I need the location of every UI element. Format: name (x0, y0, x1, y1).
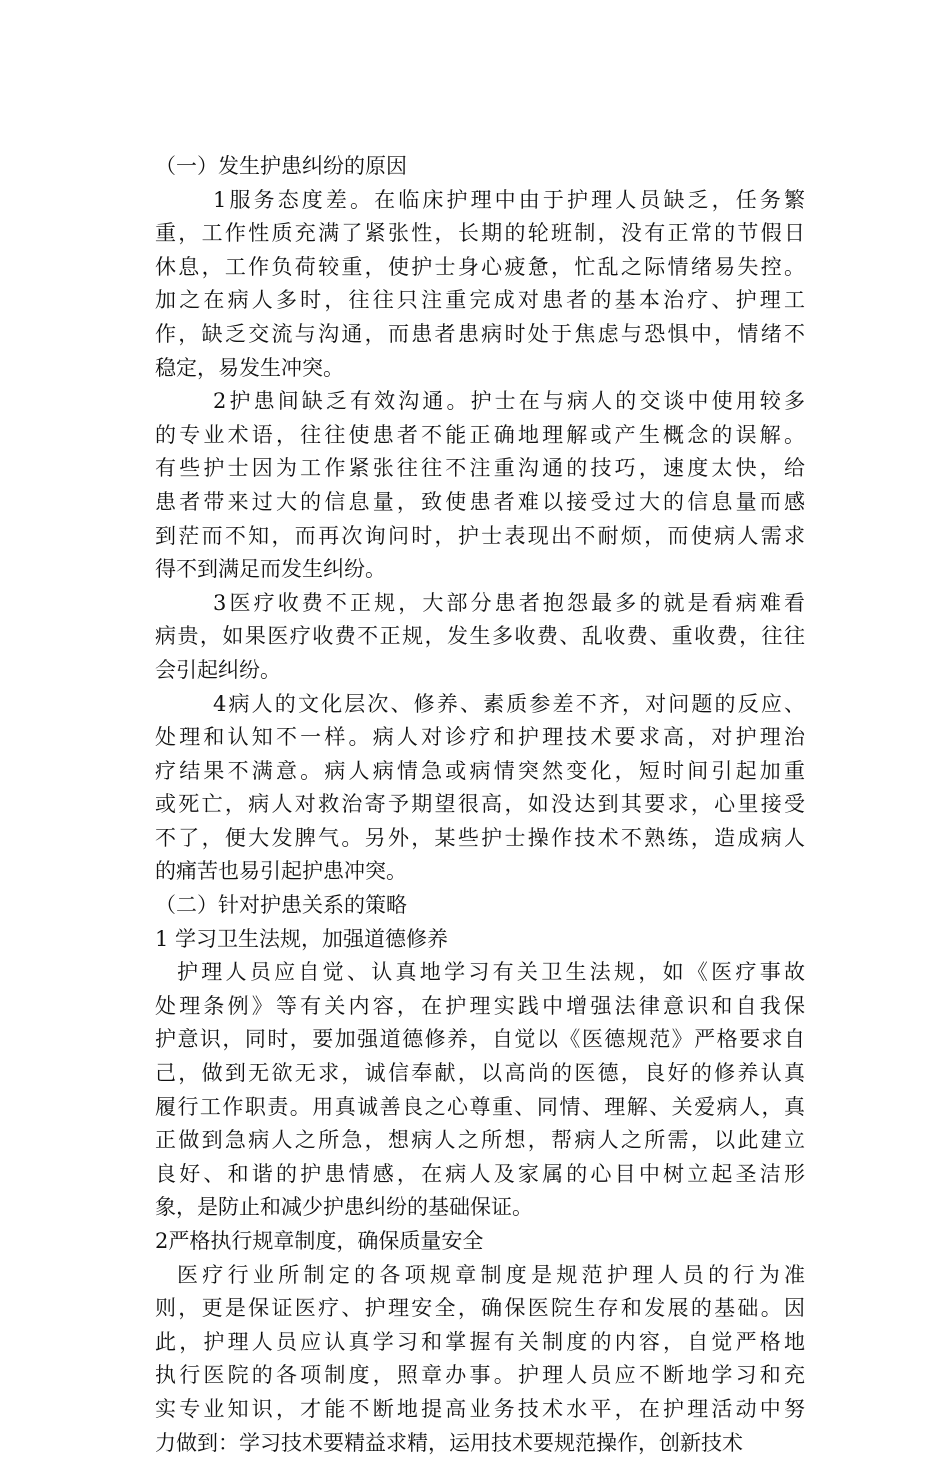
heading-line: （一）发生护患纠纷的原因 (155, 154, 407, 178)
text-line: 执行医院的各项制度，照章办事。护理人员应不断地学习和充 (155, 1363, 805, 1388)
section-heading (155, 923, 805, 957)
paragraph (155, 1259, 805, 1460)
section-heading (155, 150, 805, 184)
heading-line: （二）针对护患关系的策略 (155, 893, 407, 918)
heading-line: 2严格执行规章制度，确保质量安全 (155, 1229, 484, 1253)
text-line: 的痛苦也易引起护患冲突。 (155, 859, 407, 884)
text-line: 4病人的文化层次、修养、素质参差不齐，对问题的反应、 (213, 691, 805, 716)
text-line: 稳定，易发生冲突。 (155, 355, 344, 380)
text-line: 良好、和谐的护患情感，在病人及家属的心目中树立起圣洁形 (155, 1161, 805, 1186)
section-heading (155, 889, 805, 923)
text-line: 则，更是保证医疗、护理安全，确保医院生存和发展的基础。因 (155, 1296, 805, 1321)
text-line: 或死亡，病人对救治寄予期望很高，如没达到其要求，心里接受 (155, 792, 805, 817)
document-body (155, 150, 805, 1460)
text-line: 3医疗收费不正规，大部分患者抱怨最多的就是看病难看 (213, 590, 805, 615)
text-line: 重，工作性质充满了紧张性，长期的轮班制，没有正常的节假日 (155, 221, 805, 246)
text-line: 象，是防止和减少护患纠纷的基础保证。 (155, 1195, 533, 1220)
paragraph (155, 688, 805, 890)
text-line: 疗结果不满意。病人病情急或病情突然变化，短时间引起加重 (155, 758, 805, 783)
text-line: 处理和认知不一样。病人对诊疗和护理技术要求高，对护理治 (155, 725, 805, 750)
text-line: 有些护士因为工作紧张往往不注重沟通的技巧，速度太快，给 (155, 456, 805, 481)
section-heading (155, 1225, 805, 1259)
text-line: 护理人员应自觉、认真地学习有关卫生法规，如《医疗事故 (177, 960, 805, 985)
paragraph (155, 587, 805, 688)
text-line: 休息，工作负荷较重，使护士身心疲惫，忙乱之际情绪易失控。 (155, 254, 805, 279)
text-line: 此，护理人员应认真学习和掌握有关制度的内容，自觉严格地 (155, 1329, 805, 1354)
text-line: 加之在病人多时，往往只注重完成对患者的基本治疗、护理工 (155, 288, 805, 313)
text-line: 的专业术语，往往使患者不能正确地理解或产生概念的误解。 (155, 422, 805, 447)
text-line: 作，缺乏交流与沟通，而患者患病时处于焦虑与恐惧中，情绪不 (155, 321, 805, 346)
text-line: 正做到急病人之所急，想病人之所想，帮病人之所需，以此建立 (155, 1128, 805, 1153)
text-line: 得不到满足而发生纠纷。 (155, 557, 386, 582)
text-line: 履行工作职责。用真诚善良之心尊重、同情、理解、关爱病人，真 (155, 1094, 805, 1119)
text-line: 到茫而不知，而再次询问时，护士表现出不耐烦，而使病人需求 (155, 523, 805, 548)
paragraph (155, 956, 805, 1225)
text-line: 2护患间缺乏有效沟通。护士在与病人的交谈中使用较多 (213, 389, 805, 414)
paragraph (155, 184, 805, 386)
text-line: 不了，便大发脾气。另外，某些护士操作技术不熟练，造成病人 (155, 825, 805, 850)
text-line: 1服务态度差。在临床护理中由于护理人员缺乏，任务繁 (213, 187, 805, 212)
text-line: 护意识，同时，要加强道德修养，自觉以《医德规范》严格要求自 (155, 1027, 805, 1052)
text-line: 医疗行业所制定的各项规章制度是规范护理人员的行为准 (177, 1262, 805, 1287)
text-line: 处理条例》等有关内容，在护理实践中增强法律意识和自我保 (155, 993, 805, 1018)
text-line: 实专业知识，才能不断地提高业务技术水平，在护理活动中努 (155, 1396, 805, 1421)
text-line: 会引起纠纷。 (155, 657, 281, 682)
text-line: 己，做到无欲无求，诚信奉献，以高尚的医德，良好的修养认真 (155, 1061, 805, 1086)
paragraph (155, 385, 805, 587)
text-line: 患者带来过大的信息量，致使患者难以接受过大的信息量而感 (155, 489, 805, 514)
text-line: 力做到：学习技术要精益求精，运用技术要规范操作，创新技术 (155, 1430, 743, 1455)
heading-line: 1 学习卫生法规，加强道德修养 (155, 926, 449, 951)
text-line: 病贵，如果医疗收费不正规，发生多收费、乱收费、重收费，往往 (155, 624, 805, 649)
